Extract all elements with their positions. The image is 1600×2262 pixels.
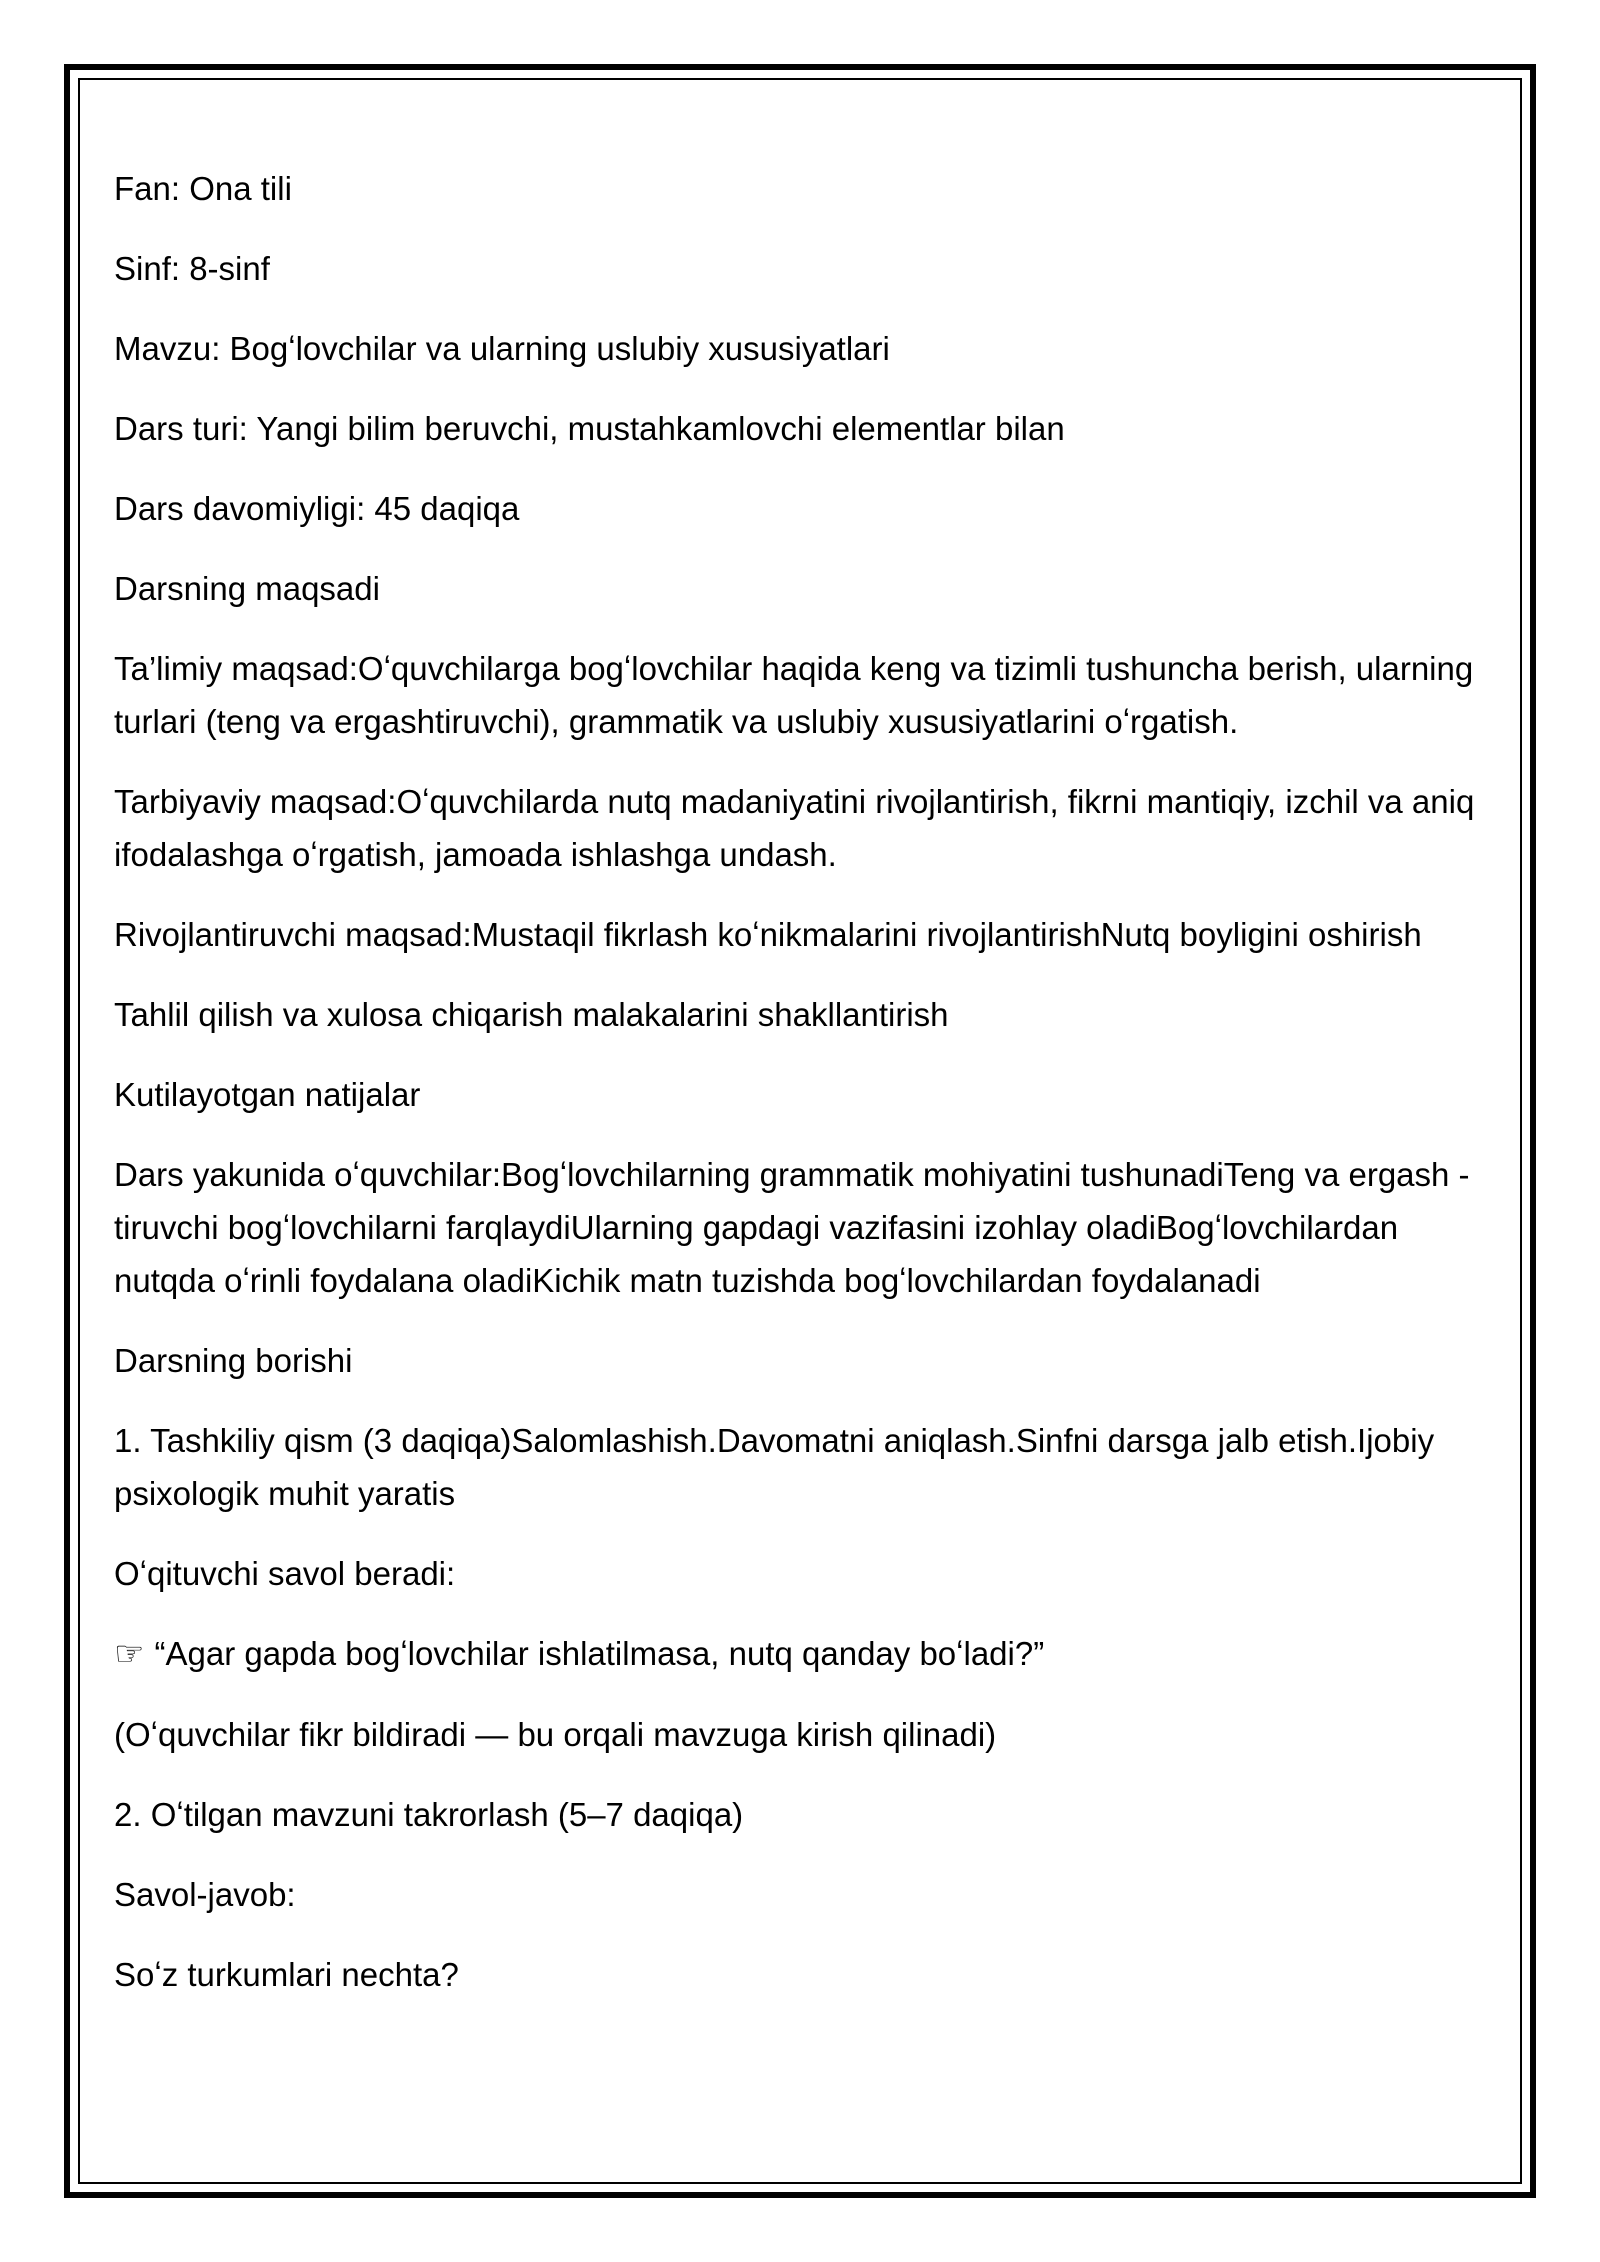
lesson-type-line: Dars turi: Yangi bilim beruvchi, mustahkamlovchi elementlar bilan — [114, 410, 1065, 447]
pointing-hand-icon: ☞ — [114, 1634, 145, 1674]
educational-goal: Ta’limiy maqsad:Oʻquvchilarga bogʻlovchilar haqida keng va tizimli tushuncha berish, ularning turlari (teng va ergashtiruvchi), grammatik va uslubiy xususiyatlarini oʻrgatish. — [114, 650, 1474, 740]
expected-results-heading: Kutilayotgan natijalar — [114, 1076, 421, 1113]
organizational-part: 1. Tashkiliy qism (3 daqiqa)Salomlashish.Davomatni aniqlash.Sinfni darsga jalb etish.Ijobiy psixologik muhit yaratis — [114, 1422, 1435, 1512]
expected-results-text: Dars yakunida oʻquvchilar:Bogʻlovchilarning grammatik mohiyatini tushunadiTeng va ergash -tiruvchi bogʻlovchilarni farqlaydiUlarning gapdagi vazifasini izohlay oladiBogʻlovchilardan nutqda oʻrinli foydalana oladiKichik matn tuzishda bogʻlovchilardan foydalanadi — [114, 1156, 1470, 1299]
teacher-question — [114, 1627, 1504, 1681]
qa-label: Savol-javob: — [114, 1876, 296, 1913]
upbringing-goal: Tarbiyaviy maqsad:Oʻquvchilarda nutq madaniyatini rivojlantirish, fikrni mantiqiy, izchil va aniq ifodalashga oʻrgatish, jamoada ishlashga undash. — [114, 783, 1475, 873]
grade-line: Sinf: 8-sinf — [114, 250, 270, 287]
lesson-flow-heading: Darsning borishi — [114, 1342, 353, 1379]
topic-line: Mavzu: Bogʻlovchilar va ularning uslubiy xususiyatlari — [114, 330, 890, 367]
teacher-question-text: “Agar gapda bogʻlovchilar ishlatilmasa, nutq qanday boʻladi?” — [154, 1635, 1045, 1672]
developmental-goal: Rivojlantiruvchi maqsad:Mustaqil fikrlash koʻnikmalarini rivojlantirishNutq boyligini oshirish — [114, 916, 1422, 953]
review-section-heading: 2. Oʻtilgan mavzuni takrorlash (5–7 daqiqa) — [114, 1796, 744, 1833]
analysis-skills-line: Tahlil qilish va xulosa chiqarish malakalarini shakllantirish — [114, 996, 949, 1033]
duration-line: Dars davomiyligi: 45 daqiqa — [114, 490, 520, 527]
subject-line: Fan: Ona tili — [114, 170, 292, 207]
question-word-classes: Soʻz turkumlari nechta? — [114, 1956, 459, 1993]
students-response-note: (Oʻquvchilar fikr bildiradi — bu orqali mavzuga kirish qilinadi) — [114, 1716, 997, 1753]
goals-heading: Darsning maqsadi — [114, 570, 380, 607]
teacher-question-intro: Oʻqituvchi savol beradi: — [114, 1555, 456, 1592]
document-body — [114, 162, 1504, 2028]
